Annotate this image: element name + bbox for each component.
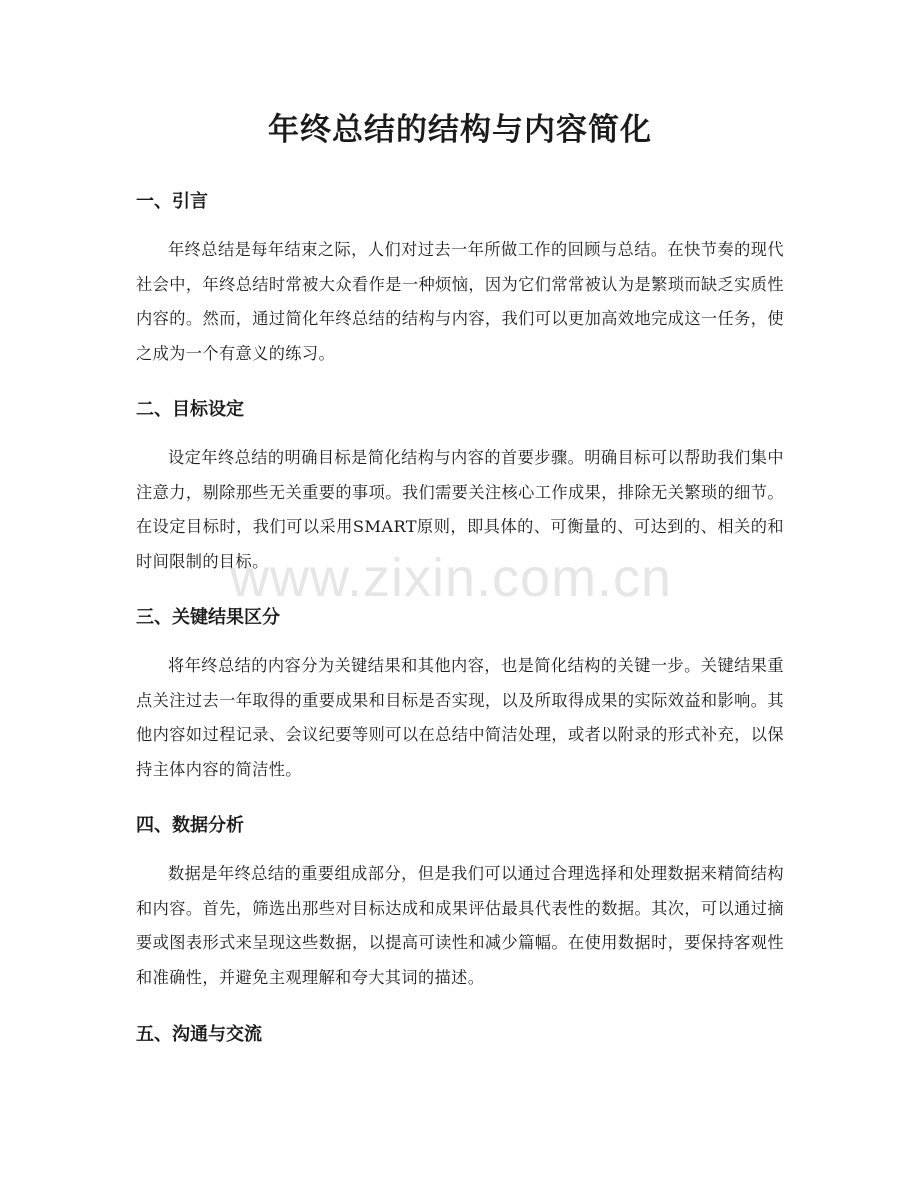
section-paragraph-goal-setting: 设定年终总结的明确目标是简化结构与内容的首要步骤。明确目标可以帮助我们集中注意力，剔除那些无关重要的事项。我们需要关注核心工作成果，排除无关繁琐的细节。在设定目标时，我们可以采用SMART原则，即具体的、可衡量的、可达到的、相关的和时间限制的目标。 bbox=[136, 448, 784, 571]
section-heading-goal-setting: 二、目标设定 bbox=[136, 399, 244, 420]
section-heading-communication: 五、沟通与交流 bbox=[136, 1024, 262, 1045]
document-title: 年终总结的结构与内容简化 bbox=[268, 112, 652, 148]
section-paragraph-key-results: 将年终总结的内容分为关键结果和其他内容，也是简化结构的关键一步。关键结果重点关注过去一年取得的重要成果和目标是否实现，以及所取得成果的实际效益和影响。其他内容如过程记录、会议纪要等则可以在总结中简洁处理，或者以附录的形式补充，以保持主体内容的简洁性。 bbox=[136, 656, 784, 779]
section-paragraph-data-analysis: 数据是年终总结的重要组成部分，但是我们可以通过合理选择和处理数据来精简结构和内容。首先，筛选出那些对目标达成和成果评估最具代表性的数据。其次，可以通过摘要或图表形式来呈现这些数据，以提高可读性和减少篇幅。在使用数据时，要保持客观性和准确性，并避免主观理解和夸大其词的描述。 bbox=[136, 864, 784, 987]
section-heading-data-analysis: 四、数据分析 bbox=[136, 815, 244, 836]
section-paragraph-introduction: 年终总结是每年结束之际，人们对过去一年所做工作的回顾与总结。在快节奏的现代社会中，年终总结时常被大众看作是一种烦恼，因为它们常常被认为是繁琐而缺乏实质性内容的。然而，通过简化年终总结的结构与内容，我们可以更加高效地完成这一任务，使之成为一个有意义的练习。 bbox=[136, 240, 784, 363]
section-heading-key-results: 三、关键结果区分 bbox=[136, 607, 280, 628]
watermark: www.zixin.com.cn bbox=[230, 548, 673, 608]
section-heading-introduction: 一、引言 bbox=[136, 191, 208, 212]
